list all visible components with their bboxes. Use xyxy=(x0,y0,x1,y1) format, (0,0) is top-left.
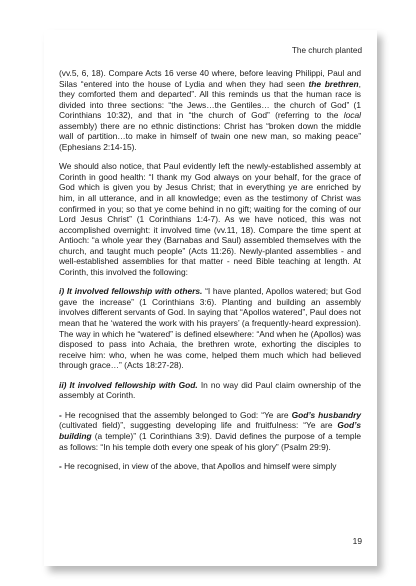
emphasis-text: i) It involved fellowship with others. xyxy=(59,286,203,297)
paragraph xyxy=(59,410,361,452)
italic-run: local xyxy=(343,110,361,121)
bold-italic-run xyxy=(292,410,361,420)
running-title: The church planted xyxy=(291,46,362,55)
text-run: (a temple)” (1 Corinthians 3:9). David defines the purpose of a temple as follows: “In his temple doth every one speak of his glory” (Psalm 29:9). xyxy=(59,430,361,452)
paragraph xyxy=(59,286,361,370)
text-run: In no way did Paul claim ownership of the assembly at Corinth. xyxy=(59,379,361,401)
page-body xyxy=(59,68,361,481)
paragraph xyxy=(59,380,361,401)
emphasis-text: God’s husbandry xyxy=(291,409,361,420)
emphasis-text: God’s building xyxy=(59,420,361,441)
text-run: (cultivated field)”, suggesting developing life and fruitfulness: “Ye are xyxy=(59,420,338,431)
bold-run: - xyxy=(59,461,65,472)
bold-run: - xyxy=(59,409,65,420)
emphasis-text: ii) It involved fellowship with God. xyxy=(59,379,198,390)
paragraph xyxy=(59,68,361,152)
text-run: He recognised that the assembly belonged to God: “Ye are xyxy=(64,409,292,420)
bold-italic-run xyxy=(59,380,198,390)
text-run: , they comforted them and departed”. All this reminds us that the human race is divided into three sections: “the Jews…the Gentiles… the church of God” (1 Corinthians 10:32), and that in “the church of God” (referring to the xyxy=(59,78,361,121)
bold-italic-run xyxy=(309,79,359,89)
page-number: 19 xyxy=(352,536,362,546)
bold-italic-run xyxy=(59,286,202,296)
text-run: He recognised, in view of the above, that Apollos and himself were simply xyxy=(64,461,337,472)
paragraph xyxy=(59,461,361,472)
emphasis-text: the brethren xyxy=(308,78,359,89)
text-run: “I have planted, Apollos watered; but God gave the increase” (1 Corinthians 3:6). Planting and building an assembly involves different servants of God. In saying that “Apollos watered”, Paul does not mean that he ‘watered the work with his prayers’ (a frequently-heard expression). The way in which he “watered” is defined elsewhere: “And when he (Apollos) was disposed to pass into Achaia, the brethren wrote, exhorting the disciples to receive him: who, when he was come, helped them much which had believed through grace…” (Acts 18:27-28). xyxy=(59,286,361,371)
paragraph xyxy=(59,161,361,277)
book-page xyxy=(44,30,377,566)
text-run: (vv.5, 6, 18). Compare Acts 16 verse 40 where, before leaving Philippi, Paul and Silas “entered into the house of Lydia and when they had seen xyxy=(59,68,361,89)
text-run: assembly) there are no ethnic distinctions: Christ has “broken down the middle wall of partition…to make in himself of twain one new man, so making peace” (Ephesians 2:14-15). xyxy=(59,120,361,152)
text-run: We should also notice, that Paul evidently left the newly-established assembly at Corinth in good health: “I thank my God always on your behalf, for the grace of God which is given you by Jesus Christ; that in everything ye are enriched by him, in all utterance, and in all knowledge; even as the testimony of Christ was confirmed in you; so that ye come behind in no gift; waiting for the coming of our Lord Jesus Christ” (1 Corinthians 1:4-7). As we have noticed, this was not accomplished overnight: it involved time (vv.11, 18). Compare the time spent at Antioch: “a whole year they (Barnabas and Saul) assembled themselves with the church, and taught much people” (Acts 11:26). Newly-planted assemblies - and well-established assemblies for that matter - need Bible teaching at length. At Corinth, this involved the following: xyxy=(59,161,361,277)
